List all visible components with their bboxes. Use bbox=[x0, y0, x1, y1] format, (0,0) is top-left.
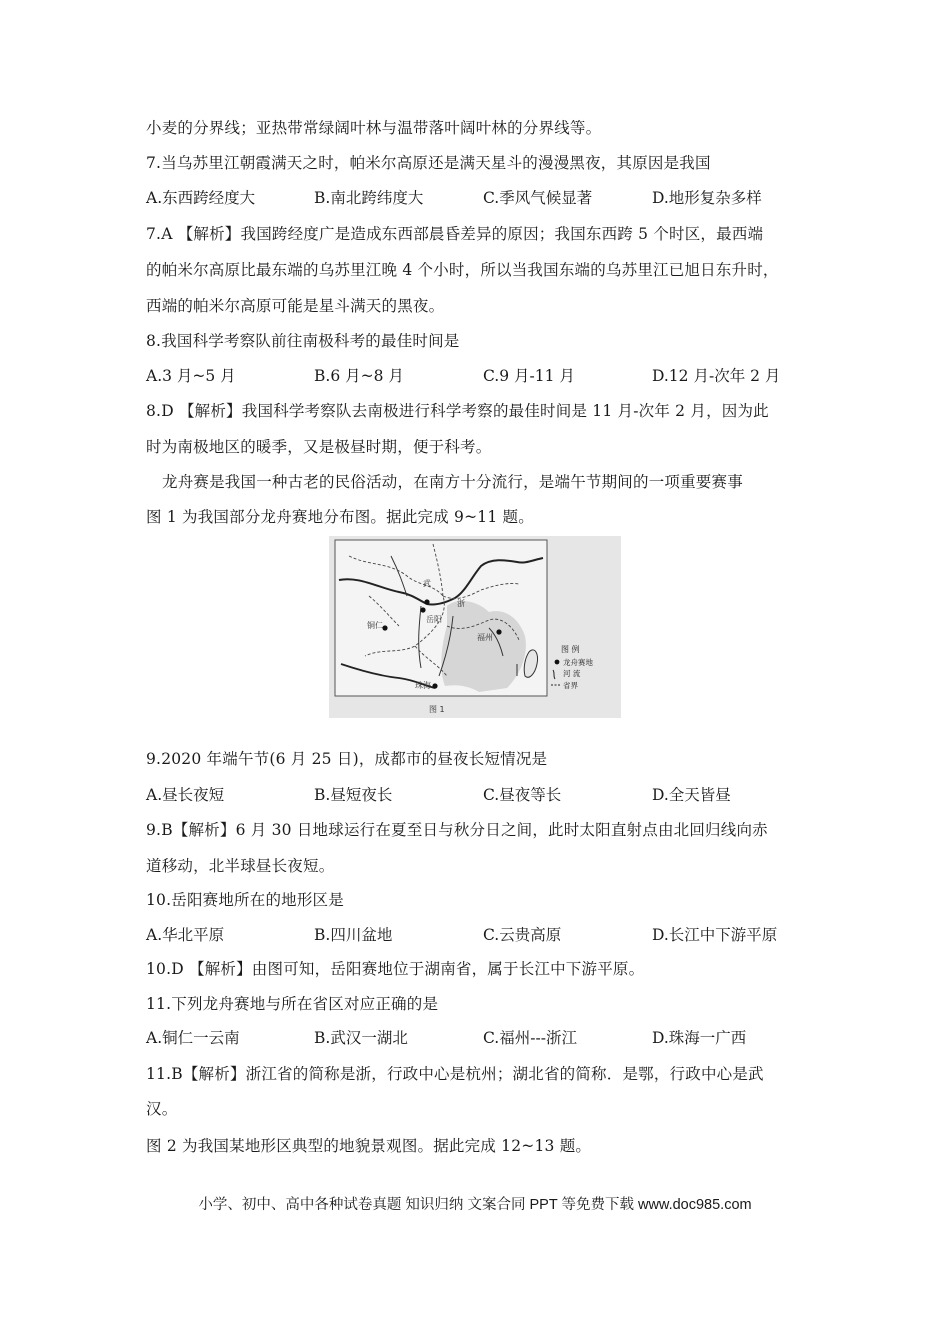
option-a: A.华北平原 bbox=[146, 926, 225, 944]
legend-site: 龙舟赛地 bbox=[563, 658, 593, 667]
option-a: A.东西跨经度大 bbox=[146, 189, 256, 207]
option-d: D.长江中下游平原 bbox=[652, 926, 778, 944]
option-a: A.昼长夜短 bbox=[146, 786, 225, 804]
answer-7-line-1: 7.A 【解析】我国跨经度广是造成东西部晨昏差异的原因；我国东西跨 5 个时区，最西端 bbox=[146, 225, 764, 243]
option-c: C.云贵高原 bbox=[483, 926, 562, 944]
site-zhuhai bbox=[432, 683, 437, 688]
option-c: C.9 月-11 月 bbox=[483, 367, 575, 385]
line-1: 小麦的分界线；亚热带常绿阔叶林与温带落叶阔叶林的分界线等。 bbox=[146, 119, 602, 137]
options-q10 bbox=[146, 925, 806, 945]
options-q7 bbox=[146, 188, 806, 208]
option-a: A.3 月~5 月 bbox=[146, 367, 236, 385]
dragon-boat-map-figure bbox=[329, 536, 621, 718]
answer-8-line-2: 时为南极地区的暖季，又是极昼时期，便于科考。 bbox=[146, 438, 492, 456]
answer-11-line-1: 11.B【解析】浙江省的简称是浙，行政中心是杭州；湖北省的简称．是鄂，行政中心是武 bbox=[146, 1065, 764, 1083]
figure-caption: 图 1 bbox=[429, 705, 445, 714]
legend-river-symbol bbox=[553, 670, 555, 679]
option-d: D.珠海一广西 bbox=[652, 1029, 747, 1047]
legend-title: 图 例 bbox=[561, 645, 580, 654]
intro-9-11-line-2: 图 1 为我国部分龙舟赛地分布图。据此完成 9~11 题。 bbox=[146, 508, 534, 526]
intro-9-11-line-1: 龙舟赛是我国一种古老的民俗活动，在南方十分流行，是端午节期间的一项重要赛事 bbox=[162, 473, 743, 491]
label-fuzhou: 福州 bbox=[477, 633, 493, 642]
label-tongren: 铜仁 bbox=[367, 621, 383, 630]
option-a: A.铜仁一云南 bbox=[146, 1029, 240, 1047]
question-8: 8.我国科学考察队前往南极科考的最佳时间是 bbox=[146, 332, 460, 350]
option-b: B.南北跨纬度大 bbox=[314, 189, 424, 207]
option-c: C.福州---浙江 bbox=[483, 1029, 577, 1047]
question-10: 10.岳阳赛地所在的地形区是 bbox=[146, 891, 344, 909]
answer-9-line-2: 道移动，北半球昼长夜短。 bbox=[146, 857, 335, 875]
option-b: B.6 月~8 月 bbox=[314, 367, 404, 385]
answer-9-line-1: 9.B【解析】6 月 30 日地球运行在夏至日与秋分日之间，此时太阳直射点由北回归线向赤 bbox=[146, 821, 768, 839]
label-zhe: 浙 bbox=[457, 599, 465, 608]
site-fuzhou bbox=[496, 629, 501, 634]
answer-7-line-2: 的帕米尔高原比最东端的乌苏里江晚 4 个小时，所以当我国东端的乌苏里江已旭日东升时， bbox=[146, 261, 779, 279]
label-yueyang: 岳阳 bbox=[426, 615, 442, 624]
option-c: C.昼夜等长 bbox=[483, 786, 562, 804]
option-d: D.全天皆昼 bbox=[652, 786, 731, 804]
label-zhuhai: 珠海 bbox=[415, 681, 431, 690]
legend-river: 河 流 bbox=[563, 669, 581, 678]
option-d: D.12 月-次年 2 月 bbox=[652, 367, 781, 385]
option-d: D.地形复杂多样 bbox=[652, 189, 762, 207]
answer-11-line-2: 汉。 bbox=[146, 1100, 178, 1118]
answer-8-line-1: 8.D 【解析】我国科学考察队去南极进行科学考察的最佳时间是 11 月-次年 2 月，因为此 bbox=[146, 402, 769, 420]
option-b: B.昼短夜长 bbox=[314, 786, 393, 804]
options-q9 bbox=[146, 785, 806, 805]
options-q11 bbox=[146, 1028, 806, 1048]
answer-10: 10.D 【解析】由图可知，岳阳赛地位于湖南省，属于长江中下游平原。 bbox=[146, 960, 645, 978]
page-footer: 小学、初中、高中各种试卷真题 知识归纳 文案合同 PPT 等免费下载 www.doc985.com bbox=[198, 1197, 752, 1213]
options-q8 bbox=[146, 366, 806, 386]
question-7: 7.当乌苏里江朝霞满天之时，帕米尔高原还是满天星斗的漫漫黑夜，其原因是我国 bbox=[146, 154, 711, 172]
question-11: 11.下列龙舟赛地与所在省区对应正确的是 bbox=[146, 995, 439, 1013]
option-c: C.季风气候显著 bbox=[483, 189, 593, 207]
label-wuhan: 武 bbox=[423, 579, 431, 588]
site-wuhan bbox=[424, 599, 429, 604]
legend-site-symbol bbox=[555, 660, 560, 665]
option-b: B.四川盆地 bbox=[314, 926, 393, 944]
site-tongren bbox=[382, 625, 387, 630]
question-9: 9.2020 年端午节(6 月 25 日)，成都市的昼夜长短情况是 bbox=[146, 750, 548, 768]
site-yueyang bbox=[420, 607, 425, 612]
intro-12-13: 图 2 为我国某地形区典型的地貌景观图。据此完成 12~13 题。 bbox=[146, 1137, 592, 1155]
map-legend bbox=[551, 644, 593, 690]
legend-border: 省界 bbox=[563, 681, 578, 690]
answer-7-line-3: 西端的帕米尔高原可能是星斗满天的黑夜。 bbox=[146, 297, 445, 315]
option-b: B.武汉一湖北 bbox=[314, 1029, 408, 1047]
